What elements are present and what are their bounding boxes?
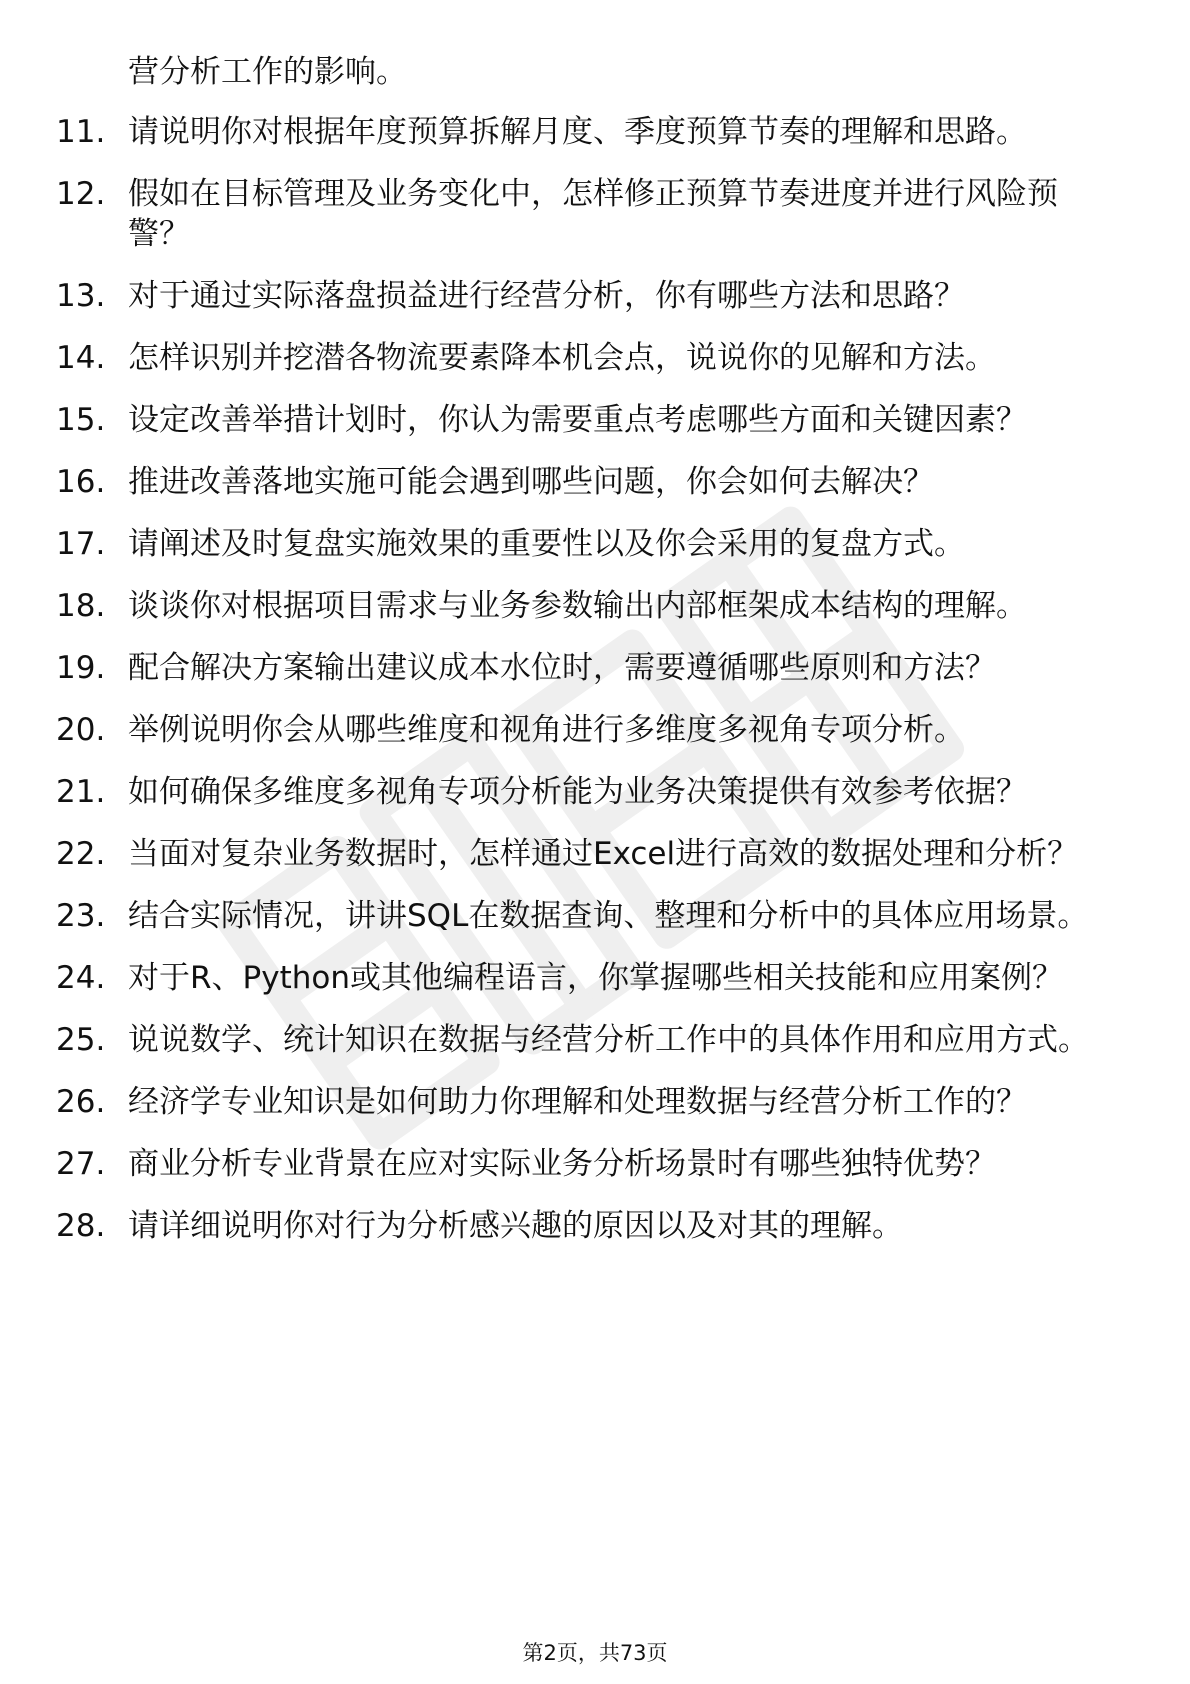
question-number: 18. xyxy=(56,588,106,624)
page-number-footer: 第2页，共73页 xyxy=(522,1641,668,1665)
question-text: 说说数学、统计知识在数据与经营分析工作中的具体作用和应用方式。 xyxy=(128,1022,1089,1058)
question-text: 请说明你对根据年度预算拆解月度、季度预算节奏的理解和思路。 xyxy=(128,114,1027,150)
question-text: 对于R、Python或其他编程语言，你掌握哪些相关技能和应用案例？ xyxy=(128,960,1063,996)
question-number: 15. xyxy=(56,402,106,438)
question-number: 21. xyxy=(56,774,106,810)
question-text: 商业分析专业背景在应对实际业务分析场景时有哪些独特优势？ xyxy=(128,1146,996,1182)
list-item xyxy=(0,112,1190,152)
list-item xyxy=(0,586,1190,626)
continued-question-text: 营分析工作的影响。 xyxy=(128,54,407,90)
list-item xyxy=(0,524,1190,564)
question-text: 设定改善举措计划时，你认为需要重点考虑哪些方面和关键因素？ xyxy=(128,402,1027,438)
question-number: 11. xyxy=(56,114,106,150)
question-number: 22. xyxy=(56,836,106,872)
list-item xyxy=(0,276,1190,316)
question-text: 请阐述及时复盘实施效果的重要性以及你会采用的复盘方式。 xyxy=(128,526,965,562)
list-item xyxy=(0,958,1190,998)
list-item xyxy=(0,1020,1190,1060)
list-item xyxy=(0,772,1190,812)
list-item xyxy=(0,710,1190,750)
question-text: 举例说明你会从哪些维度和视角进行多维度多视角专项分析。 xyxy=(128,712,965,748)
question-number: 17. xyxy=(56,526,106,562)
list-item xyxy=(0,1206,1190,1246)
question-text: 经济学专业知识是如何助力你理解和处理数据与经营分析工作的？ xyxy=(128,1084,1027,1120)
question-text: 结合实际情况，讲讲SQL在数据查询、整理和分析中的具体应用场景。 xyxy=(128,898,1089,934)
question-number: 14. xyxy=(56,340,106,376)
question-number: 23. xyxy=(56,898,106,934)
list-item xyxy=(0,1082,1190,1122)
question-text: 当面对复杂业务数据时，怎样通过Excel进行高效的数据处理和分析？ xyxy=(128,836,1079,872)
question-text: 对于通过实际落盘损益进行经营分析，你有哪些方法和思路？ xyxy=(128,278,965,314)
list-item xyxy=(0,834,1190,874)
question-number: 27. xyxy=(56,1146,106,1182)
list-item xyxy=(0,896,1190,936)
question-text: 推进改善落地实施可能会遇到哪些问题，你会如何去解决？ xyxy=(128,464,934,500)
question-text: 谈谈你对根据项目需求与业务参数输出内部框架成本结构的理解。 xyxy=(128,588,1027,624)
list-item xyxy=(0,338,1190,378)
question-number: 19. xyxy=(56,650,106,686)
question-text: 配合解决方案输出建议成本水位时，需要遵循哪些原则和方法？ xyxy=(128,650,996,686)
question-text: 请详细说明你对行为分析感兴趣的原因以及对其的理解。 xyxy=(128,1208,903,1244)
list-item xyxy=(0,1144,1190,1184)
question-text: 怎样识别并挖潜各物流要素降本机会点，说说你的见解和方法。 xyxy=(128,340,996,376)
list-item xyxy=(0,400,1190,440)
question-number: 16. xyxy=(56,464,106,500)
question-number: 25. xyxy=(56,1022,106,1058)
list-item xyxy=(0,648,1190,688)
question-number: 28. xyxy=(56,1208,106,1244)
question-number: 20. xyxy=(56,712,106,748)
list-item xyxy=(0,462,1190,502)
question-number: 26. xyxy=(56,1084,106,1120)
question-list xyxy=(0,112,1190,1268)
question-text: 如何确保多维度多视角专项分析能为业务决策提供有效参考依据？ xyxy=(128,774,1027,810)
question-number: 13. xyxy=(56,278,106,314)
question-number: 24. xyxy=(56,960,106,996)
question-text: 假如在目标管理及业务变化中，怎样修正预算节奏进度并进行风险预警？ xyxy=(128,176,1058,252)
list-item xyxy=(0,174,1190,254)
question-number: 12. xyxy=(56,176,106,212)
